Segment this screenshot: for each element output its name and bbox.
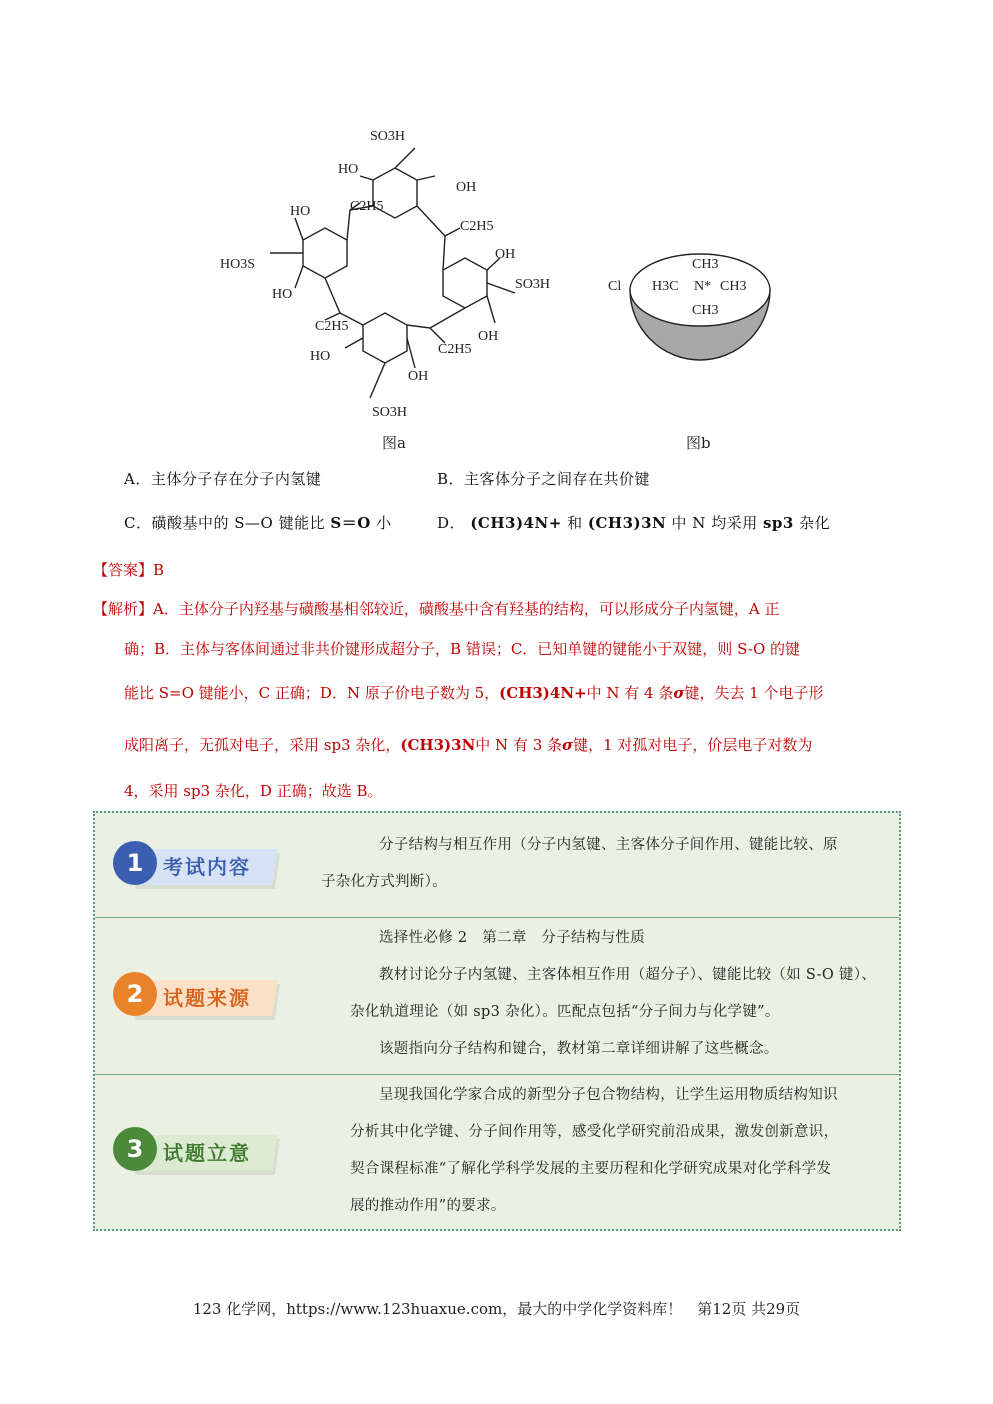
answer-label: 【答案】 xyxy=(93,561,154,579)
label-c2h5-1: C2H5 xyxy=(350,199,384,214)
analysis-line3-a: 能比 S=O 键能小，C 正确；D．N 原子价电子数为 5， xyxy=(124,684,500,702)
label-oh-right1: OH xyxy=(495,247,516,262)
label-ho-left2: HO xyxy=(272,287,293,302)
badge-number: 3 xyxy=(113,1127,157,1171)
label-so3h-right: SO3H xyxy=(515,277,551,292)
label-c2h5-4: C2H5 xyxy=(438,342,472,357)
label-n-star: N* xyxy=(694,279,712,294)
benzene-ring-right xyxy=(443,258,487,308)
label-oh-bottom: OH xyxy=(408,369,429,384)
analysis-line-1 xyxy=(93,598,779,619)
option-d-suffix: 中 N 均采用 xyxy=(671,514,758,532)
analysis-line4-formula: (CH3)3N xyxy=(400,736,476,754)
benzene-ring-left xyxy=(303,228,347,278)
option-b: B．主客体分子之间存在共价键 xyxy=(437,470,651,488)
option-c-suffix: 小 xyxy=(376,514,392,532)
badge-source xyxy=(113,972,281,1022)
label-ho-left1: HO xyxy=(290,204,311,219)
info-box xyxy=(93,811,901,1231)
badge-label: 考试内容 xyxy=(163,855,251,879)
analysis-line4-a: 成阳离子，无孤对电子，采用 sp3 杂化， xyxy=(124,736,401,754)
badge-label: 试题来源 xyxy=(163,986,251,1010)
row-line: 杂化轨道理论（如 sp3 杂化）。匹配点包括“分子间力与化学键”。 xyxy=(350,1004,780,1020)
label-ho3s-left: HO3S xyxy=(220,257,256,272)
analysis-line-4 xyxy=(124,734,812,755)
answer xyxy=(93,559,164,580)
option-d-formula1: (CH3)4N+ xyxy=(470,514,562,532)
option-d-prefix: D． xyxy=(437,514,466,532)
option-c-formula: S＝O xyxy=(330,514,371,532)
option-d-formula2: (CH3)3N xyxy=(587,514,667,532)
analysis-line-2: 确；B．主体与客体间通过非共价键形成超分子，B 错误；C．已知单键的键能小于双键，则 S-O 的键 xyxy=(124,640,801,658)
analysis-line4-sigma: σ xyxy=(562,736,574,754)
label-ch3-bottom: CH3 xyxy=(692,303,719,318)
row-text xyxy=(321,827,890,901)
benzene-ring-bottom xyxy=(363,313,407,363)
badge-number: 2 xyxy=(113,972,157,1016)
figure-a-caption: 图a xyxy=(382,434,406,452)
row-line: 该题指向分子结构和键合，教材第二章详细讲解了这些概念。 xyxy=(379,1041,779,1057)
label-oh-right2: OH xyxy=(478,329,499,344)
row-text xyxy=(350,1077,890,1225)
badge-exam-content xyxy=(113,841,281,891)
answer-value: B xyxy=(153,561,165,579)
analysis-line3-formula: (CH3)4N+ xyxy=(499,684,587,702)
label-h3c: H3C xyxy=(652,279,679,294)
option-d-formula3: sp3 xyxy=(762,514,794,532)
badge-label: 试题立意 xyxy=(163,1141,251,1165)
badge-intent xyxy=(113,1127,281,1177)
analysis-line-5: 4，采用 sp3 杂化，D 正确；故选 B。 xyxy=(124,782,383,800)
analysis xyxy=(93,598,913,808)
figure-area xyxy=(210,118,810,458)
analysis-label: 【解析】 xyxy=(93,600,154,618)
analysis-line3-c: 键，失去 1 个电子形 xyxy=(684,684,824,702)
row-intent xyxy=(95,1075,899,1230)
molecule-figures xyxy=(210,118,810,458)
option-d xyxy=(437,512,830,533)
row-line: 分子结构与相互作用（分子内氢键、主客体分子间作用、键能比较、原 xyxy=(379,837,838,853)
row-line: 选择性必修 2 第二章 分子结构与性质 xyxy=(379,930,646,946)
analysis-line3-sigma: σ xyxy=(673,684,685,702)
row-line: 展的推动作用”的要求。 xyxy=(350,1198,506,1214)
row-source xyxy=(95,918,899,1074)
option-d-mid: 和 xyxy=(567,514,583,532)
label-oh-top: OH xyxy=(456,180,477,195)
option-a: A．主体分子存在分子内氢键 xyxy=(124,470,322,488)
row-exam-content xyxy=(95,813,899,917)
label-so3h-top: SO3H xyxy=(370,129,406,144)
page-footer: 123 化学网，https://www.123huaxue.com，最大的中学化学资料库！ 第12页 共29页 xyxy=(192,1300,801,1318)
label-ho-top: HO xyxy=(338,162,359,177)
option-d-end: 杂化 xyxy=(799,514,831,532)
row-line: 契合课程标准“了解化学科学发展的主要历程和化学研究成果对化学科学发 xyxy=(350,1161,832,1177)
row-text xyxy=(350,920,890,1068)
label-ch3-right: CH3 xyxy=(720,279,747,294)
row-line: 呈现我国化学家合成的新型分子包合物结构，让学生运用物质结构知识 xyxy=(379,1087,838,1103)
badge-number: 1 xyxy=(113,841,157,885)
analysis-line4-c: 键，1 对孤对电子，价层电子对数为 xyxy=(573,736,813,754)
label-c2h5-2: C2H5 xyxy=(460,219,494,234)
option-c xyxy=(124,512,392,533)
row-line: 教材讨论分子内氢键、主客体相互作用（超分子）、键能比较（如 S-O 键）、 xyxy=(379,967,877,983)
label-c2h5-3: C2H5 xyxy=(315,319,349,334)
label-ho-bottom: HO xyxy=(310,349,331,364)
label-cl: Cl xyxy=(608,279,622,294)
option-c-prefix: C．磺酸基中的 S—O 键能比 xyxy=(124,514,326,532)
label-so3h-bottom: SO3H xyxy=(372,405,408,420)
analysis-line1-text: A．主体分子内羟基与磺酸基相邻较近，磺酸基中含有羟基的结构，可以形成分子内氢键，A 正 xyxy=(153,600,780,618)
analysis-line3-b: 中 N 有 4 条 xyxy=(586,684,674,702)
figure-b-caption: 图b xyxy=(686,434,711,452)
analysis-line-3 xyxy=(124,682,824,703)
analysis-line4-b: 中 N 有 3 条 xyxy=(475,736,563,754)
row-line: 子杂化方式判断）。 xyxy=(321,874,447,890)
label-ch3-top: CH3 xyxy=(692,257,719,272)
row-line: 分析其中化学键、分子间作用等，感受化学研究前沿成果，激发创新意识， xyxy=(350,1124,839,1140)
